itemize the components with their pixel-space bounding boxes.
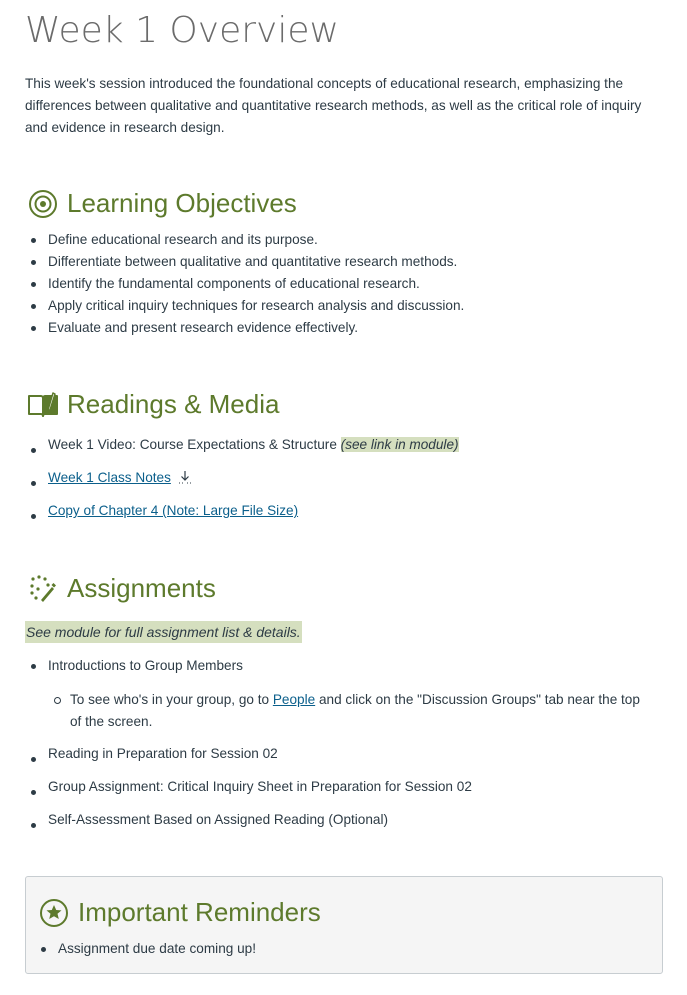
list-item: Reading in Preparation for Session 02 xyxy=(30,743,472,776)
reminders-title: Important Reminders xyxy=(78,897,321,927)
list-item: Define educational research and its purpose. xyxy=(30,229,464,251)
assignments-list-bottom xyxy=(30,743,472,842)
list-item: Group Assignment: Critical Inquiry Sheet in Preparation for Session 02 xyxy=(30,776,472,809)
learning-objectives-title: Learning Objectives xyxy=(67,188,297,218)
video-note: (see link in module) xyxy=(340,437,459,452)
readings-list xyxy=(30,434,459,533)
list-item-chapter xyxy=(30,500,459,533)
people-link[interactable]: People xyxy=(272,692,316,707)
assignments-list-top xyxy=(30,655,243,677)
list-item: Introductions to Group Members xyxy=(30,655,243,677)
target-icon xyxy=(27,187,59,219)
learning-objectives-heading xyxy=(27,187,297,219)
book-icon xyxy=(27,388,59,420)
list-item: Differentiate between qualitative and quantitative research methods. xyxy=(30,251,464,273)
assignments-heading xyxy=(27,572,216,604)
list-item: Self-Assessment Based on Assigned Reading (Optional) xyxy=(30,809,472,842)
chapter-4-link[interactable]: Copy of Chapter 4 (Note: Large File Size) xyxy=(48,503,299,518)
objectives-list xyxy=(30,229,464,339)
list-item: Identify the fundamental components of educational research. xyxy=(30,273,464,295)
reminders-heading xyxy=(38,896,321,928)
module-note: See module for full assignment list & details. xyxy=(25,621,302,643)
group-hint-after: and click on the "Discussion Groups" tab near the top of the screen. xyxy=(70,692,640,729)
list-item-video xyxy=(30,434,459,467)
list-item: Evaluate and present research evidence effectively. xyxy=(30,317,464,339)
page-title: Week 1 Overview xyxy=(25,10,339,51)
star-icon xyxy=(38,896,70,928)
list-item: Assignment due date coming up! xyxy=(40,938,256,960)
magic-wand-icon xyxy=(27,572,59,604)
class-notes-link[interactable]: Week 1 Class Notes xyxy=(48,470,171,485)
video-text: Week 1 Video: Course Expectations & Structure xyxy=(48,437,341,452)
intro-paragraph: This week's session introduced the foundational concepts of educational research, emphasizing the differences between qualitative and quantitative research methods, as well as the critical role of inquiry and evidence in research design. xyxy=(25,76,642,135)
readings-media-heading xyxy=(27,388,279,420)
list-item-notes xyxy=(30,467,459,500)
reminders-list xyxy=(40,938,256,960)
assignments-title: Assignments xyxy=(67,573,216,603)
group-hint-before: To see who's in your group, go to xyxy=(70,692,273,707)
list-item: Apply critical inquiry techniques for research analysis and discussion. xyxy=(30,295,464,317)
download-icon[interactable] xyxy=(178,469,192,483)
readings-media-title: Readings & Media xyxy=(67,389,280,419)
group-hint xyxy=(52,689,652,733)
